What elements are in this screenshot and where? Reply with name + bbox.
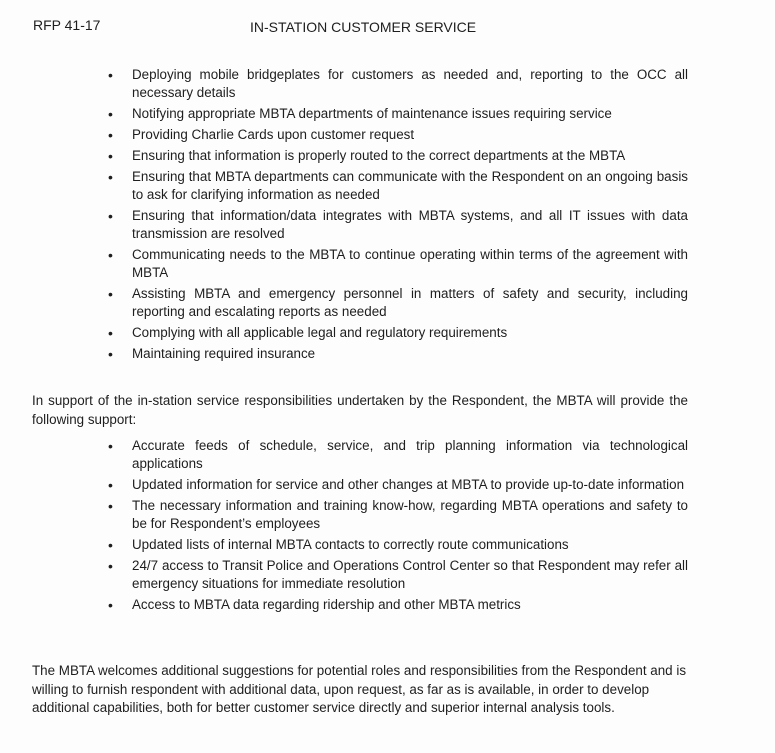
list-item: • Deploying mobile bridgeplates for customers as needed and, reporting to the OCC all necessary details: [108, 66, 688, 102]
mbta-support-list: [108, 437, 688, 617]
page-header: [0, 14, 775, 36]
list-item: • The necessary information and training know-how, regarding MBTA operations and safety to be for Respondent’s employees: [108, 497, 688, 533]
list-item: • Accurate feeds of schedule, service, and trip planning information via technological applications: [108, 437, 688, 473]
list-item: • Assisting MBTA and emergency personnel in matters of safety and security, including reporting and escalating reports as needed: [108, 285, 688, 321]
list-item: • Ensuring that information is properly routed to the correct departments at the MBTA: [108, 147, 688, 165]
respondent-responsibilities-list: [108, 66, 688, 366]
list-item: • Updated information for service and other changes at MBTA to provide up-to-date information: [108, 476, 688, 494]
list-item: • Notifying appropriate MBTA departments of maintenance issues requiring service: [108, 105, 688, 123]
rfp-number: RFP 41-17: [33, 17, 101, 33]
page-title: IN-STATION CUSTOMER SERVICE: [250, 19, 477, 35]
list-item: • Ensuring that information/data integrates with MBTA systems, and all IT issues with data transmission are resolved: [108, 207, 688, 243]
support-intro-paragraph: In support of the in-station service responsibilities undertaken by the Respondent, the MBTA will provide the following support:: [32, 393, 688, 427]
list-item: • Communicating needs to the MBTA to continue operating within terms of the agreement with MBTA: [108, 246, 688, 282]
list-item: • Maintaining required insurance: [108, 345, 688, 363]
closing-paragraph: The MBTA welcomes additional suggestions for potential roles and responsibilities from the Respondent and is willing to furnish respondent with additional data, upon request, as far as is available, in order to develop additional capabilities, both for better customer service directly and superior internal analysis tools.: [32, 663, 687, 715]
list-item: • 24/7 access to Transit Police and Operations Control Center so that Respondent may refer all emergency situations for immediate resolution: [108, 557, 688, 593]
list-item: • Providing Charlie Cards upon customer request: [108, 126, 688, 144]
list-item: • Complying with all applicable legal and regulatory requirements: [108, 324, 688, 342]
list-item: • Ensuring that MBTA departments can communicate with the Respondent on an ongoing basis to ask for clarifying information as needed: [108, 168, 688, 204]
list-item: • Access to MBTA data regarding ridership and other MBTA metrics: [108, 596, 688, 614]
list-item: • Updated lists of internal MBTA contacts to correctly route communications: [108, 536, 688, 554]
